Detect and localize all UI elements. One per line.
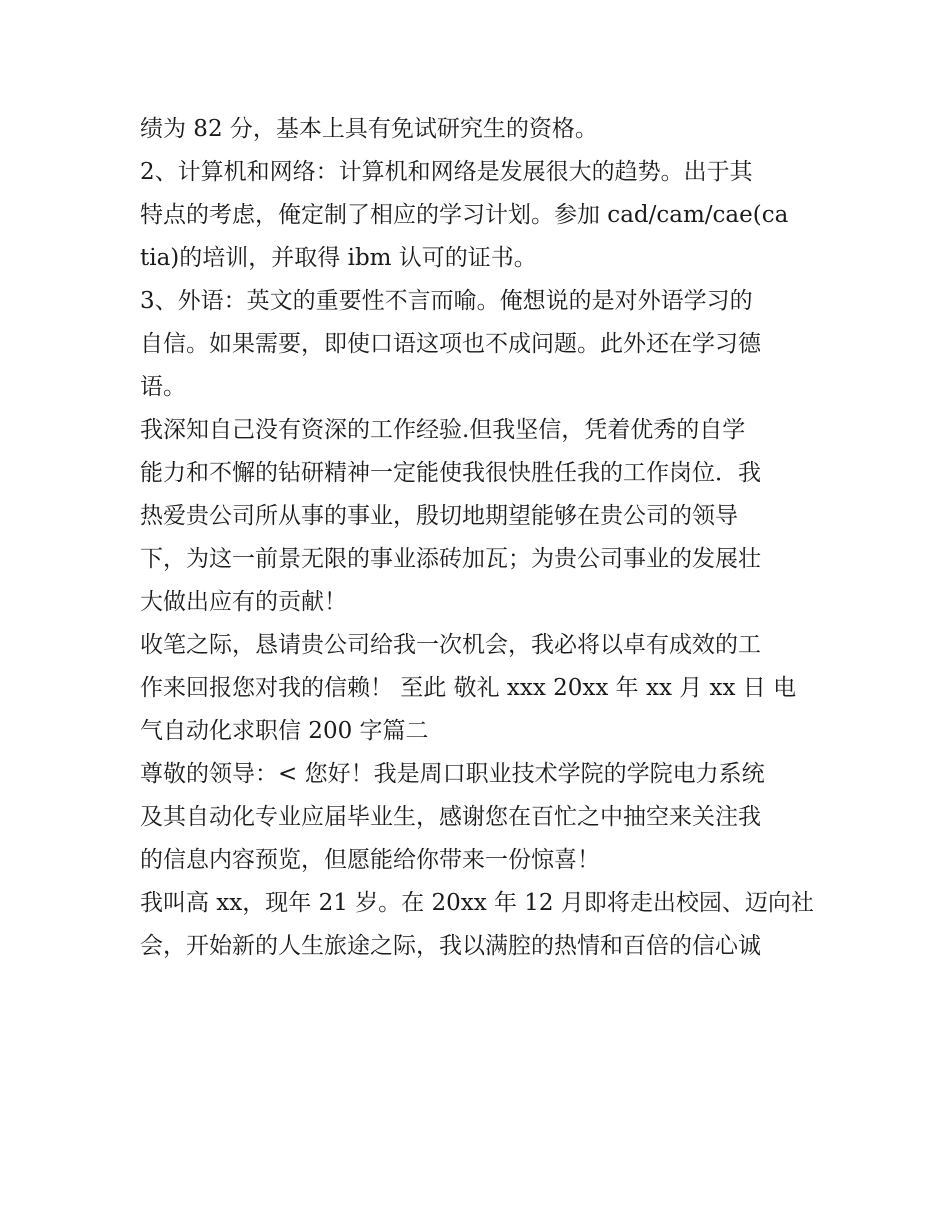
text-line: 3、外语：英文的重要性不言而喻。俺想说的是对外语学习的 <box>140 288 753 314</box>
text-line: 2、计算机和网络：计算机和网络是发展很大的趋势。出于其 <box>140 159 753 185</box>
text-line: 尊敬的领导：< 您好！我是周口职业技术学院的学院电力系统 <box>140 761 765 787</box>
text-line: 热爱贵公司所从事的事业，殷切地期望能够在贵公司的领导 <box>140 503 738 529</box>
text-line: 气自动化求职信 200 字篇二 <box>140 718 429 744</box>
text-line: 我深知自己没有资深的工作经验.但我坚信，凭着优秀的自学 <box>140 417 746 443</box>
text-line: 作来回报您对我的信赖！ 至此 敬礼 xxx 20xx 年 xx 月 xx 日 电 <box>140 675 797 701</box>
text-line: 自信。如果需要，即使口语这项也不成问题。此外还在学习德 <box>140 331 761 357</box>
text-line: 大做出应有的贡献！ <box>140 589 347 615</box>
text-line: 下，为这一前景无限的事业添砖加瓦；为贵公司事业的发展壮 <box>140 546 761 572</box>
text-line: 会，开始新的人生旅途之际，我以满腔的热情和百倍的信心诚 <box>140 933 761 959</box>
text-line: tia)的培训，并取得 ibm 认可的证书。 <box>140 245 537 271</box>
document-body <box>140 108 812 968</box>
text-line: 及其自动化专业应届毕业生，感谢您在百忙之中抽空来关注我 <box>140 804 761 830</box>
text-line: 绩为 82 分，基本上具有免试研究生的资格。 <box>140 116 598 142</box>
text-line: 的信息内容预览，但愿能给你带来一份惊喜！ <box>140 847 600 873</box>
text-line: 我叫高 xx，现年 21 岁。在 20xx 年 12 月即将走出校园、迈向社 <box>140 890 814 916</box>
text-line: 收笔之际，恳请贵公司给我一次机会，我必将以卓有成效的工 <box>140 632 761 658</box>
text-line: 能力和不懈的钻研精神一定能使我很快胜任我的工作岗位．我 <box>140 460 761 486</box>
text-line: 语。 <box>140 374 186 400</box>
text-line: 特点的考虑，俺定制了相应的学习计划。参加 cad/cam/cae(ca <box>140 202 789 228</box>
